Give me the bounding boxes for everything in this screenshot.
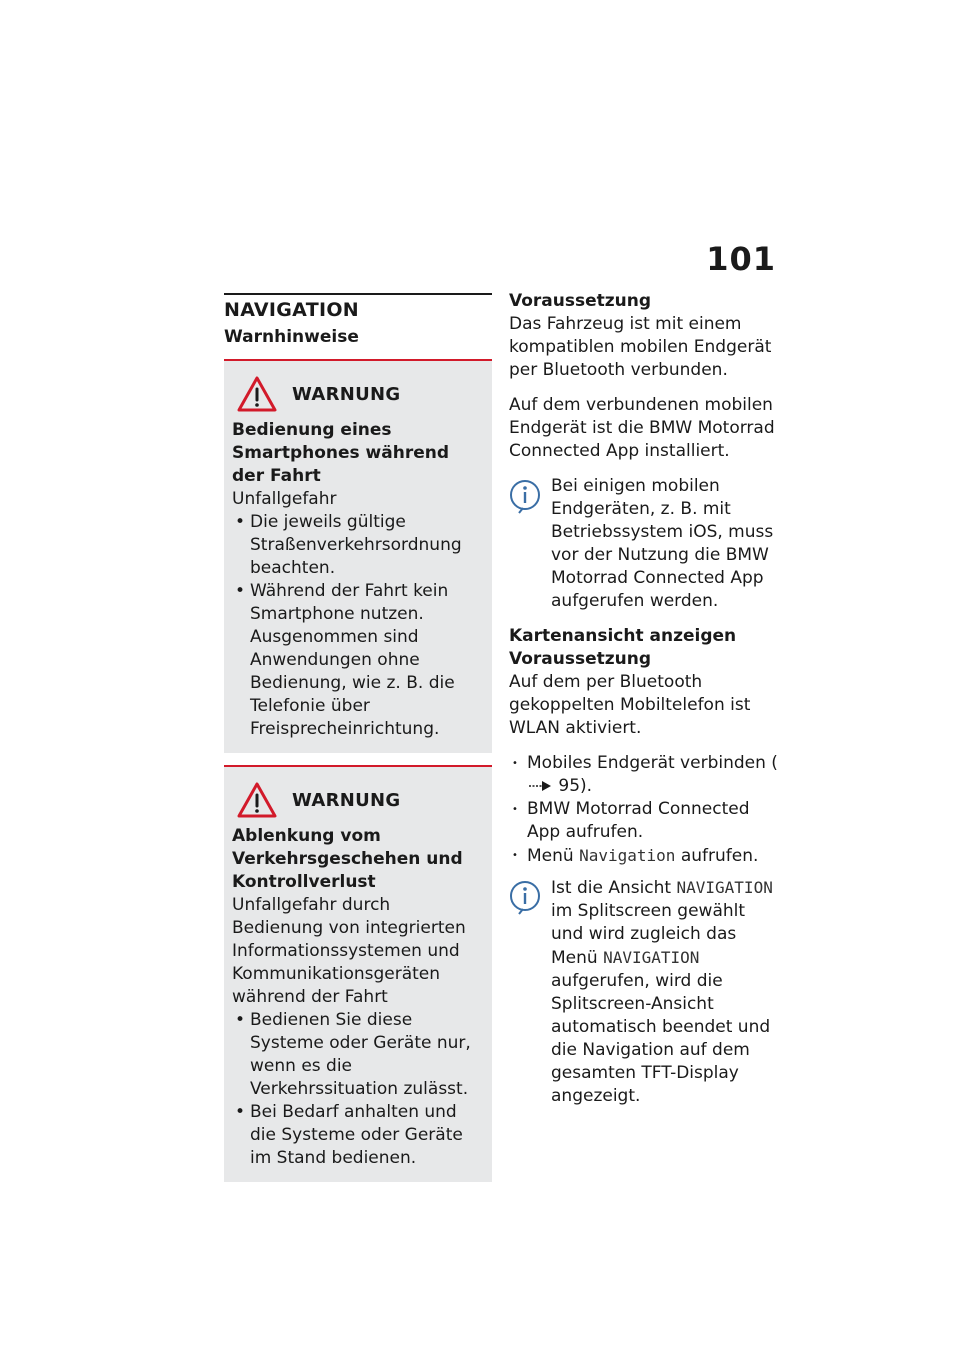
page-reference-arrow-icon	[527, 780, 553, 792]
section-rule	[224, 293, 492, 295]
warning-box-1	[224, 359, 492, 753]
view-name: NAVIGATION	[676, 878, 773, 897]
prereq-title: Voraussetzung	[509, 291, 652, 311]
warning-triangle-icon	[236, 781, 278, 819]
warning-header	[232, 775, 484, 825]
warning-measures	[232, 1009, 484, 1170]
page-reference[interactable]: 95).	[558, 776, 593, 796]
section-title: NAVIGATION	[224, 299, 359, 321]
warning-label: WARNUNG	[292, 789, 401, 811]
step-item: • BMW Motorrad Connected App aufrufen.	[509, 798, 781, 844]
warning-measure: • Die jeweils gültige Straßenverkehrsordnung beachten.	[232, 511, 484, 580]
warning-title: Ablenkung vom Verkehrsgeschehen und Kontrollverlust	[232, 826, 463, 892]
warning-measure: • Bei Bedarf anhalten und die Systeme oder Geräte im Stand bedienen.	[232, 1101, 484, 1170]
warning-box-2	[224, 765, 492, 1182]
app-installed-text: Auf dem verbundenen mobilen Endgerät ist die BMW Motorrad Connected App installiert.	[509, 395, 775, 461]
right-column	[509, 290, 781, 1108]
info-icon	[509, 880, 541, 916]
page-number: 101	[706, 240, 776, 278]
info-note-2	[509, 876, 781, 1108]
warning-title: Bedienung eines Smartphones während der Fahrt	[232, 420, 450, 486]
subsection-title: Warnhinweise	[224, 327, 359, 347]
step-text: Mobiles Endgerät verbinden	[527, 753, 766, 773]
step-list	[509, 752, 781, 868]
menu-name: NAVIGATION	[603, 948, 700, 967]
warning-measure: • Bedienen Sie diese Systeme oder Geräte nur, wenn es die Verkehrssituation zulässt.	[232, 1009, 484, 1101]
left-column	[224, 293, 492, 1182]
menu-name: Navigation	[579, 846, 676, 865]
warning-label: WARNUNG	[292, 383, 401, 405]
step-item	[509, 844, 781, 868]
info-text: im Splitscreen gewählt und wird zugleich das Menü	[551, 901, 746, 968]
map-view-title: Kartenansicht anzeigen	[509, 626, 737, 646]
map-prereq-title: Voraussetzung	[509, 649, 652, 669]
warning-triangle-icon	[236, 375, 278, 413]
info-text: Ist die Ansicht	[551, 878, 672, 898]
warning-hazard: Unfallgefahr	[232, 489, 337, 509]
info-text: aufgerufen, wird die Splitscreen-Ansicht automatisch beendet und die Navigation auf dem gesamten TFT-Display angezeigt.	[551, 971, 771, 1106]
warning-hazard: Unfallgefahr durch Bedienung von integrierten Informationssystemen und Kommunikationsgeräten während der Fahrt	[232, 895, 466, 1007]
map-prereq-text: Auf dem per Bluetooth gekoppelten Mobiltelefon ist WLAN aktiviert.	[509, 672, 751, 738]
warning-header	[232, 369, 484, 419]
page-ref-open: (	[771, 753, 778, 773]
step-item	[509, 752, 781, 798]
info-icon	[509, 479, 541, 515]
warning-measures	[232, 511, 484, 741]
info-note-text	[509, 876, 781, 1108]
info-note-1	[509, 475, 781, 613]
step-text: Menü	[527, 846, 574, 866]
step-text: aufrufen.	[680, 846, 759, 866]
info-note-text: Bei einigen mobilen Endgeräten, z. B. mit Betriebssystem iOS, muss vor der Nutzung die BMW Motorrad Connected App aufgerufen werden.	[551, 476, 774, 611]
warning-measure: • Während der Fahrt kein Smartphone nutzen. Ausgenommen sind Anwendungen ohne Bedienung, wie z. B. die Telefonie über Freisprecheinrichtung.	[232, 580, 484, 741]
prereq-text: Das Fahrzeug ist mit einem kompatiblen mobilen Endgerät per Bluetooth verbunden.	[509, 314, 772, 380]
